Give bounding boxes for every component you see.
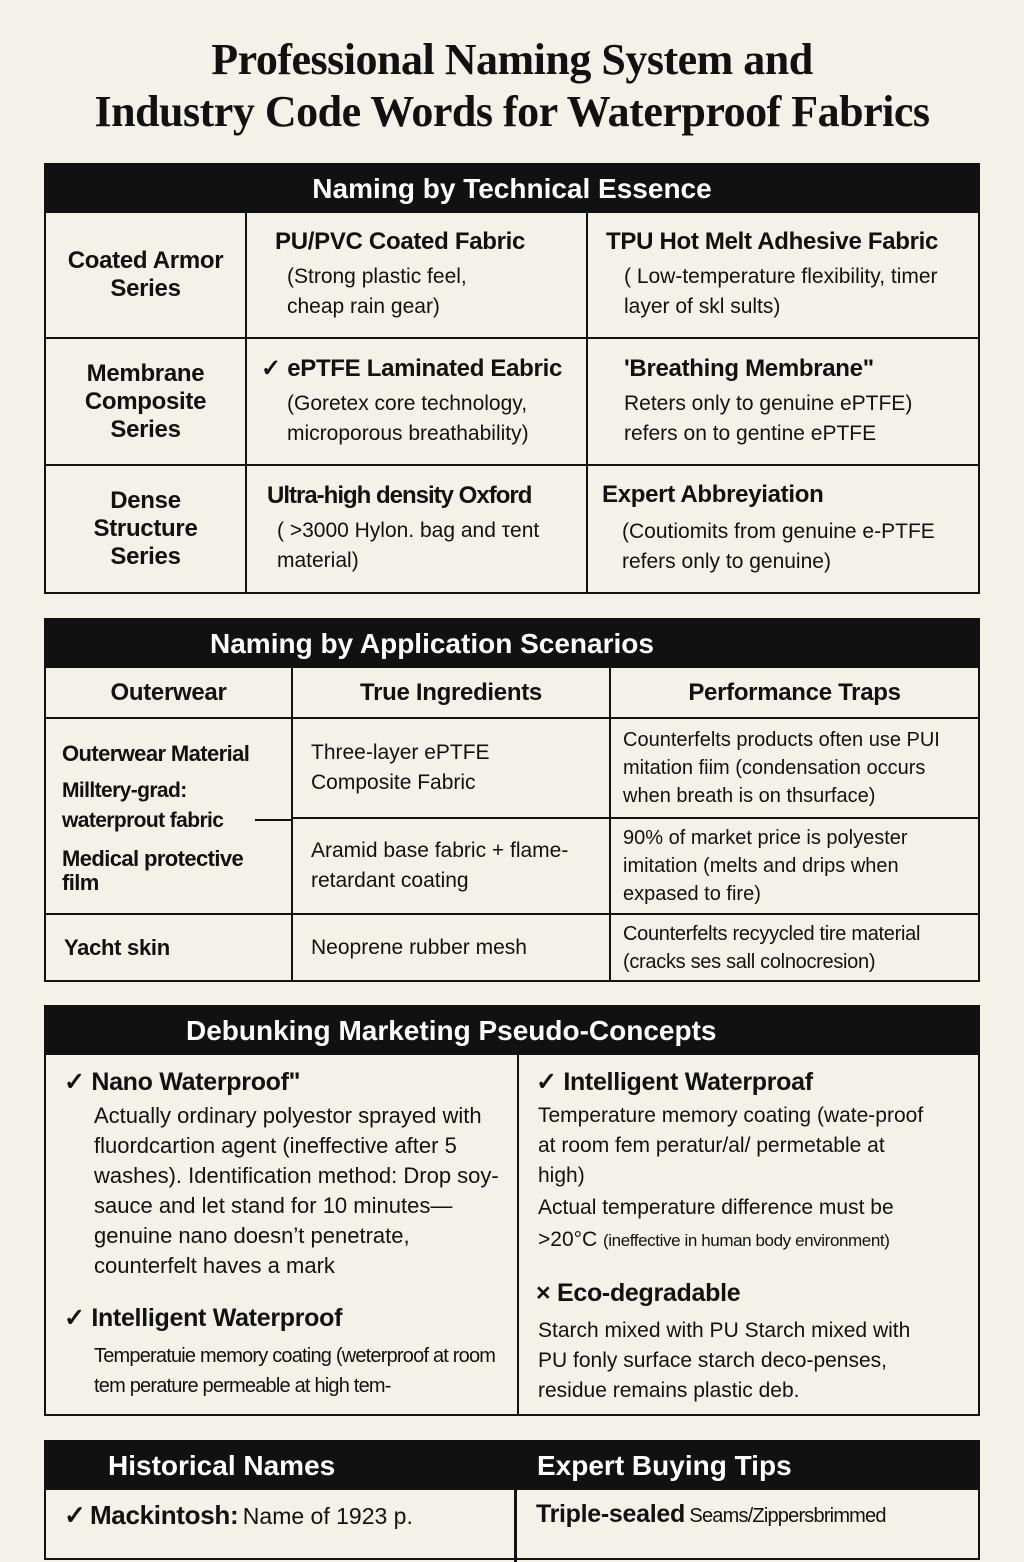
- scenario-label: waterprout fabric: [62, 809, 224, 832]
- check-icon: ✓: [64, 1068, 85, 1096]
- trap-text: 90% of market price is polyester imitation (melts and drips when expased to fire): [623, 827, 908, 905]
- concept-desc: Temperature memory coating (wate-proof at room fem peratur/al/ permetable at high): [538, 1104, 924, 1187]
- scenario-cell: [46, 719, 293, 915]
- series-label: Membrane Composite Series: [46, 339, 247, 466]
- application-header: Naming by Application Scenarios: [46, 620, 978, 668]
- series-label: Coated Armor Series: [46, 213, 247, 339]
- trap-text: Counterfelts products often use PUI mitation fiim (condensation occurs when breath is on thsurface): [623, 729, 940, 807]
- fabric-desc: Reters only to genuine ePTFE) refers on to gentine ePTFE: [624, 391, 913, 445]
- historical-header: Historical Names: [46, 1442, 514, 1490]
- concept-intelligent: [64, 1303, 514, 1401]
- fabric-title: Ultra-high density Oxford: [267, 482, 532, 509]
- fabric-title: TPU Hot Melt Adhesive Fabric: [606, 228, 939, 255]
- scenario-label: Yacht skin: [46, 915, 293, 980]
- tips-item: [536, 1500, 886, 1529]
- column-divider: [517, 1055, 519, 1414]
- concept-desc: Temperatuie memory coating (weterproof at room tem perature permeable at high tem-: [94, 1345, 496, 1397]
- fabric-cell: [588, 466, 978, 592]
- fabric-desc: ( Low-temperature flexibility, timer layer of skl sults): [624, 265, 938, 318]
- fabric-desc: (Coutiomits from genuine e-PTFE refers only to genuine): [622, 520, 935, 573]
- check-icon: ✓: [536, 1068, 557, 1096]
- concept-desc: Actual temperature difference must be: [538, 1196, 894, 1219]
- fabric-desc: ( >3000 Hylon. bag and τent material): [277, 519, 540, 572]
- fabric-cell: [588, 213, 978, 339]
- ingredient-cell: [293, 819, 611, 915]
- fabric-title: Expert Abbreyiation: [602, 481, 824, 508]
- scenario-label: Medical protective film: [62, 846, 244, 895]
- concept-title: Intelligent Waterproof: [91, 1304, 343, 1332]
- trap-cell: [611, 819, 978, 915]
- column-header: Performance Traps: [611, 668, 978, 719]
- fabric-cell: [247, 466, 588, 592]
- concept-desc: Starch mixed with PU Starch mixed with PU fonly surface starch deco-penses, residue remains plastic deb.: [538, 1319, 911, 1402]
- concept-desc: (ineffective in human body environment): [603, 1231, 890, 1250]
- fabric-title: ePTFE Laminated Eabric: [287, 355, 563, 382]
- concept-desc: >20°C: [538, 1228, 598, 1251]
- check-icon: ✓: [261, 355, 281, 382]
- tips-term: Triple-sealed: [536, 1500, 685, 1528]
- fabric-desc: (Goretex core technology, microporous breathability): [287, 392, 529, 445]
- trap-cell: [611, 719, 978, 819]
- column-header: Outerwear: [46, 668, 293, 719]
- page-title-line1: Professional Naming System and: [211, 35, 813, 84]
- fabric-title: 'Breathing Membrane": [624, 354, 874, 382]
- technical-header: Naming by Technical Essence: [46, 165, 978, 213]
- historical-desc: Name of 1923 p.: [242, 1503, 413, 1529]
- tips-header: Expert Buying Tips: [517, 1442, 978, 1490]
- page-title-line2: Industry Code Words for Waterproof Fabrics: [94, 87, 930, 136]
- cross-icon: ×: [536, 1279, 551, 1307]
- tips-desc: Seams/Zippersbrimmed: [689, 1505, 886, 1527]
- ingredient-text: Aramid base fabric + flame-retardant coating: [311, 839, 569, 892]
- debunking-table: [44, 1005, 980, 1416]
- series-label: Dense Structure Series: [46, 466, 247, 592]
- ingredient-cell: [293, 719, 611, 819]
- check-icon: ✓: [64, 1500, 86, 1530]
- bottom-table: [44, 1440, 980, 1560]
- ingredient-text: Neoprene rubber mesh: [293, 915, 611, 980]
- application-scenarios-table: [44, 618, 980, 982]
- fabric-title: PU/PVC Coated Fabric: [275, 228, 526, 255]
- concept-title: Intelligent Waterproaf: [563, 1068, 813, 1096]
- check-icon: ✓: [64, 1304, 85, 1332]
- historical-term: Mackintosh:: [89, 1500, 239, 1530]
- concept-title: Eco-degradable: [556, 1279, 741, 1307]
- concept-nano: [64, 1067, 509, 1281]
- trap-cell: [611, 915, 978, 980]
- column-header: True Ingredients: [293, 668, 611, 719]
- fabric-cell: [588, 339, 978, 466]
- ingredient-text: Three-layer ePTFE Composite Fabric: [311, 741, 490, 794]
- scenario-label: Milltery-grad:: [62, 779, 187, 802]
- scenario-label: Outerwear Material: [62, 741, 250, 766]
- fabric-cell: [247, 339, 588, 466]
- concept-title: Nano Waterproof": [91, 1068, 301, 1096]
- concept-eco: [536, 1279, 956, 1406]
- historical-item: [64, 1500, 413, 1531]
- fabric-cell: [247, 213, 588, 339]
- concept-desc: Actually ordinary polyestor sprayed with fluordcartion agent (ineffective after 5 washes). Identification method: Drop soy-sauce and let stand for 10 minutes—genuine nano doesn’t penetrate, counterfelt haves a mark: [94, 1103, 499, 1278]
- trap-text: Counterfelts recyycled tire material (cracks ses sall colnocresion): [623, 922, 921, 973]
- fabric-desc: (Strong plastic feel, cheap rain gear): [287, 265, 467, 318]
- concept-intelligent-right: [536, 1067, 976, 1256]
- technical-essence-table: [44, 163, 980, 594]
- debunking-header: Debunking Marketing Pseudo-Concepts: [46, 1007, 978, 1055]
- divider: [255, 819, 293, 821]
